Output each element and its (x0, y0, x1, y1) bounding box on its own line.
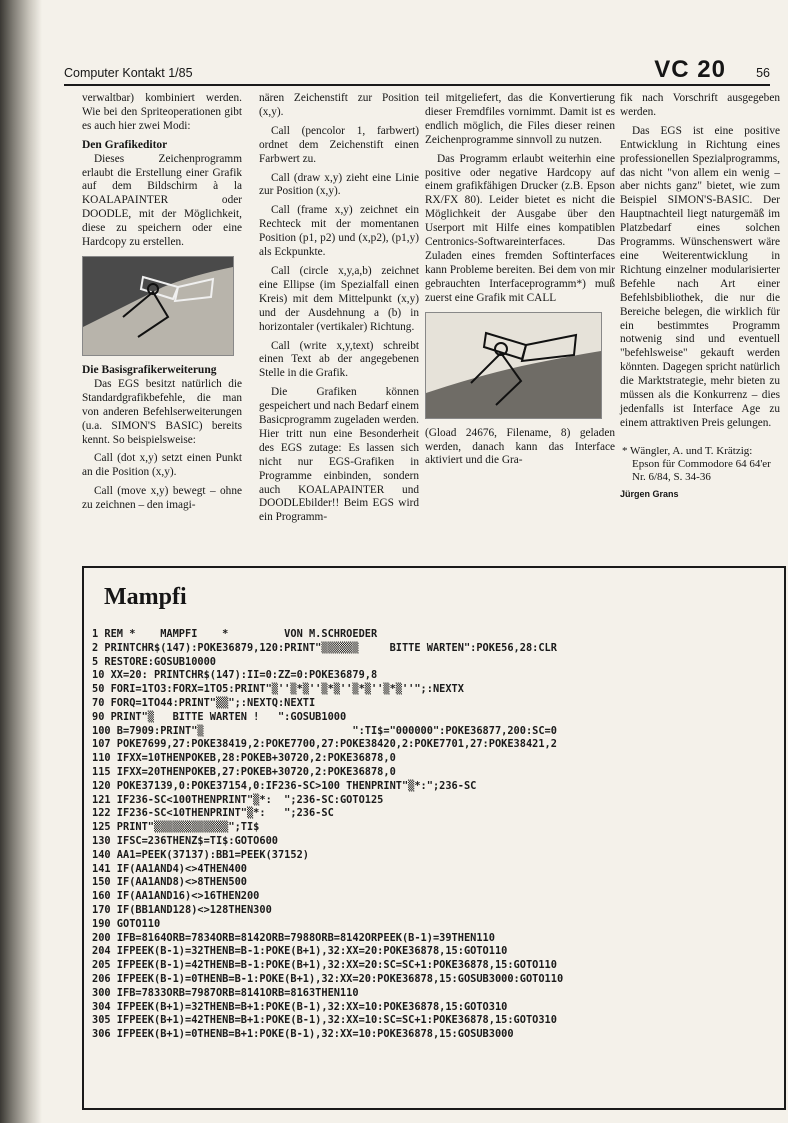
code-line: 150 IF(AA1AND8)<>8THEN500 (92, 876, 247, 889)
article-column-4 (620, 92, 780, 502)
code-line: 140 AA1=PEEK(37137):BB1=PEEK(37152) (92, 848, 309, 861)
code-line: 305 IFPEEK(B+1)=42THENB=B+1:POKE(B-1),32:XX=10:SC=SC+1:POKE36878,15:GOTO310 (92, 1014, 557, 1027)
code-line: 5 RESTORE:GOSUB10000 (92, 655, 216, 668)
paragraph: nären Zeichenstift zur Position (x,y). (259, 92, 419, 118)
code-line: 100 B=7909:PRINT"▒ ":TI$="000000":POKE36877,200:SC=0 (92, 724, 557, 737)
code-line: 170 IF(BB1AND128)<>128THEN300 (92, 903, 272, 916)
paragraph: Die Grafiken können gespeichert und nach Bedarf einem Basicprogramm zugeladen werden. Hier tritt nun eine Besonderheit des EGS zutage: Es lassen sich nicht nur EGS-Grafiken in Programme einbinden, sondern auch KOALAPAINTER und DOODLEbilder!! Beim EGS wird ein Programm- (259, 386, 419, 524)
paragraph: Call (move x,y) bewegt – ohne zu zeichnen – den imagi- (82, 485, 242, 512)
code-line: 206 IFPEEK(B-1)=0THENB=B-1:POKE(B+1),32:XX=20:POKE36878,15:GOSUB3000:GOTO110 (92, 972, 564, 985)
magazine-title: Computer Kontakt 1/85 (64, 66, 193, 80)
code-line: 121 IF236-SC<100THENPRINT"▒*: ";236-SC:GOTO125 (92, 793, 384, 806)
code-line: 107 POKE7699,27:POKE38419,2:POKE7700,27:POKE38420,2:POKE7701,27:POKE38421,2 (92, 738, 557, 751)
paragraph: Call (frame x,y) zeichnet ein Rechteck mit der momentanen Position (p1, p2) und (x,p2), (p1,y) als Eckpunkte. (259, 204, 419, 259)
code-line: 1 REM * MAMPFI * VON M.SCHROEDER (92, 628, 378, 640)
code-line: 200 IFB=8164ORB=7834ORB=8142ORB=7988ORB=8142ORPEEK(B-1)=39THEN110 (92, 931, 495, 944)
subheading: Den Grafikeditor (82, 138, 168, 151)
paragraph: Call (dot x,y) setzt einen Punkt an die Position (x,y). (82, 452, 242, 479)
code-line: 204 IFPEEK(B-1)=32THENB=B-1:POKE(B+1),32:XX=20:POKE36878,15:GOTO110 (92, 945, 508, 958)
drawing-illustration (83, 257, 233, 355)
code-line: 120 POKE37139,0:POKE37154,0:IF236-SC>100 THENPRINT"▒*:";236-SC (92, 779, 477, 792)
paragraph: Call (pencolor 1, farbwert) ordnet dem Zeichenstift einen Farbwert zu. (259, 124, 419, 165)
footnote: * Wängler, A. und T. Krätzig: Epson für Commodore 64 64'er Nr. 6/84, S. 34-36 (622, 444, 771, 483)
code-line: 300 IFB=7833ORB=7987ORB=8141ORB=8163THEN110 (92, 986, 359, 999)
code-line: 304 IFPEEK(B+1)=32THENB=B+1:POKE(B-1),32:XX=10:POKE36878,15:GOTO310 (92, 1000, 508, 1013)
code-line: 205 IFPEEK(B-1)=42THENB=B-1:POKE(B+1),32:XX=20:SC=SC+1:POKE36878,15:GOTO110 (92, 959, 557, 972)
paragraph: teil mitgeliefert, das die Konvertierung dieser Fremdfiles vornimmt. Damit ist es endlich möglich, die Files dieser reinen Zeichenprogramme sinnvoll zu nutzen. (425, 92, 615, 146)
code-line: 160 IF(AA1AND16)<>16THEN200 (92, 890, 260, 903)
article-column-1 (82, 92, 242, 518)
paragraph: Call (draw x,y) zieht eine Linie zur Position (x,y). (259, 171, 419, 198)
listing-title: Mampfi (104, 584, 187, 610)
author-name: Jürgen Grans (620, 488, 679, 499)
program-listing (82, 566, 786, 1110)
paragraph: Call (write x,y,text) schreibt einen Text ab der angegebenen Stelle in die Grafik. (259, 339, 419, 380)
code-line: 130 IFSC=236THENZ$=TI$:GOTO600 (92, 834, 278, 847)
code-line: 2 PRINTCHR$(147):POKE36879,120:PRINT"▒▒▒▒▒▒ BITTE WARTEN":POKE56,28:CLR (92, 641, 557, 654)
paragraph: Das EGS besitzt natürlich die Standardgrafikbefehle, die man von anderen Befehlserweiterungen (u.a. SIMON'S BASIC) bereits kennt. So beispielsweise: (82, 377, 242, 446)
code-line: 122 IF236-SC<10THENPRINT"▒*: ";236-SC (92, 807, 334, 820)
drawing-illustration (426, 313, 601, 418)
paragraph: (Gload 24676, Filename, 8) geladen werden, danach kann das Interface aktiviert und die Gra- (425, 426, 615, 467)
listing-code (92, 628, 778, 1042)
section-title: VC 20 (654, 56, 726, 83)
code-line: 50 FORI=1TO3:FORX=1TO5:PRINT"▒''▒*▒''▒*▒''▒*▒''▒*▒''";:NEXTX (92, 683, 464, 696)
paragraph: verwaltbar) kombiniert werden. Wie bei den Spriteoperationen gibt es auch hier zwei Modi: (82, 92, 242, 132)
koalapainter-figure (82, 256, 234, 356)
subheading: Die Basisgrafikerweiterung (82, 363, 217, 376)
code-line: 306 IFPEEK(B+1)=0THENB=B+1:POKE(B-1),32:XX=10:POKE36878,15:GOSUB3000 (92, 1028, 514, 1041)
code-line: 90 PRINT"▒ BITTE WARTEN ! ":GOSUB1000 (92, 710, 347, 723)
page-number: 56 (756, 66, 770, 80)
article-column-2 (259, 92, 419, 530)
paragraph: fik nach Vorschrift ausgegeben werden. (620, 92, 780, 118)
doodle-figure (425, 312, 602, 419)
paragraph: Das Programm erlaubt weiterhin eine positive oder negative Hardcopy auf einem grafikfähigen Drucker (z.B. Epson RX/FX 80). Leider bietet es nicht die Möglichkeit der Ausgabe über den Userport mit Hilfe eines kompatiblen Centronics-Softwareinterfaces. Das Zuladen eines fremden Softinterfaces kann Probleme bereiten. Bei dem von mir gebrauchten Interfaceprogramm*) muß zuerst eine Grafik mit CALL (425, 152, 615, 304)
paragraph: Call (circle x,y,a,b) zeichnet eine Ellipse (im Spezialfall einen Kreis) mit dem Mittelpunkt (x,y) und der Ausdehnung a (b) in horizontaler (vertikaler) Richtung. (259, 264, 419, 333)
code-line: 141 IF(AA1AND4)<>4THEN400 (92, 862, 247, 875)
paragraph: Dieses Zeichenprogramm erlaubt die Erstellung einer Grafik auf dem Bildschirm à la KOALAPAINTER oder DOODLE, mit der Möglichkeit, diese zu speichern oder eine Hardcopy zu erstellen. (82, 152, 242, 249)
paragraph: Das EGS ist eine positive Entwicklung in Richtung eines professionellen Spezialprogramms, das nicht "von allem ein wenig – aber nichts ganz" bietet, wie zum Beispiel SIMON'S-BASIC. Der Hauptnachteil liegt naturgemäß im Platzbedarf eines solchen Programms. Wünschenswert wäre eine Weiterentwicklung in Richtung einzelner modularisierter Befehle nach Art einer Befehlsbibliothek, die nur die Bereiche belegen, die wirklich für ein bestimmtes Programm notwenig sind und eventuell "befehlsweise" gekauft werden könnten. Dagegen spricht natürlich die Marktstrategie, mehr bieten zu müssen als die Konkurrenz – dies jedenfalls ist Interface Age zu einem attraktiven Preis gelungen. (620, 124, 780, 429)
code-line: 115 IFXX=20THENPOKEB,27:POKEB+30720,2:POKE36878,0 (92, 765, 396, 778)
code-line: 110 IFXX=10THENPOKEB,28:POKEB+30720,2:POKE36878,0 (92, 752, 396, 765)
article-column-3 (425, 92, 615, 473)
code-line: 190 GOTO110 (92, 917, 161, 930)
code-line: 125 PRINT"▒▒▒▒▒▒▒▒▒▒▒▒";TI$ (92, 821, 260, 834)
code-line: 10 XX=20: PRINTCHR$(147):II=0:ZZ=0:POKE36879,8 (92, 669, 378, 682)
page-header (64, 54, 770, 86)
code-line: 70 FORQ=1TO44:PRINT"▒▒";:NEXTQ:NEXTI (92, 696, 316, 709)
page-binding-shadow (0, 0, 42, 1123)
